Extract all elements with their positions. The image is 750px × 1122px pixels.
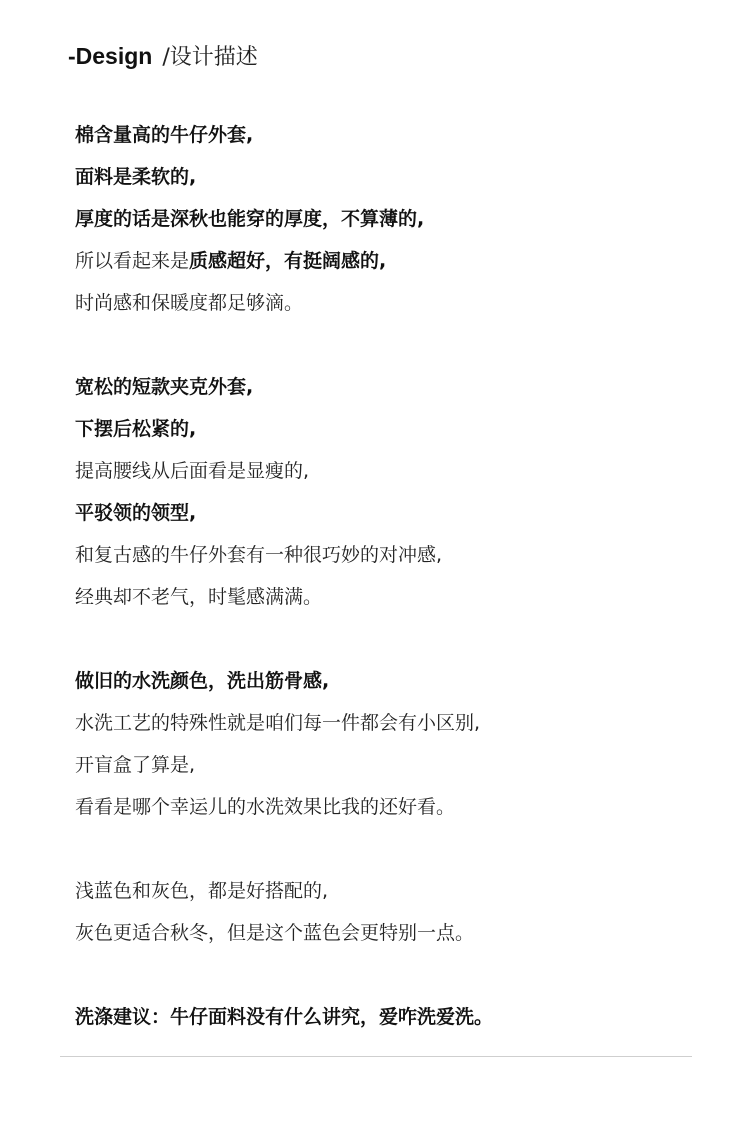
paragraph-gap	[75, 828, 715, 870]
desc-line	[75, 114, 715, 156]
section-header	[68, 40, 258, 76]
plain-text: 提高腰线从后面看是显瘦的,	[75, 460, 310, 482]
bold-text: 洗涤建议：牛仔面料没有什么讲究，爱咋洗爱洗。	[75, 1006, 494, 1028]
header-title-en: -Design	[68, 43, 153, 69]
paragraph-gap	[75, 324, 715, 366]
desc-line	[75, 786, 715, 828]
desc-line	[75, 702, 715, 744]
highlighted-text: 面料是柔软的,	[75, 156, 196, 198]
desc-line	[75, 660, 715, 702]
highlighted-text: 质感超好，有挺阔感的,	[189, 240, 386, 282]
plain-text: 所以看起来是	[75, 250, 190, 272]
plain-text: 灰色更适合秋冬，但是这个蓝色会更特别一点。	[75, 922, 475, 944]
desc-line	[75, 156, 715, 198]
desc-line	[75, 744, 715, 786]
desc-line	[75, 408, 715, 450]
desc-line	[75, 912, 715, 954]
header-title-cn: /设计描述	[162, 45, 258, 70]
highlighted-text: 做旧的水洗颜色，洗出筋骨感,	[75, 660, 329, 702]
desc-line	[75, 534, 715, 576]
highlighted-text: 厚度的话是深秋也能穿的厚度，不算薄的,	[75, 198, 424, 240]
desc-line	[75, 870, 715, 912]
highlighted-text: 宽松的短款夹克外套,	[75, 366, 253, 408]
desc-line	[75, 450, 715, 492]
divider	[60, 1056, 692, 1057]
desc-line	[75, 240, 715, 282]
plain-text: 浅蓝色和灰色，都是好搭配的,	[75, 880, 329, 902]
plain-text: 和复古感的牛仔外套有一种很巧妙的对冲感,	[75, 544, 443, 566]
plain-text: 开盲盒了算是,	[75, 754, 196, 776]
highlighted-text: 平驳领的领型,	[75, 492, 196, 534]
desc-line	[75, 366, 715, 408]
highlighted-text: 棉含量高的牛仔外套,	[75, 114, 253, 156]
desc-line	[75, 492, 715, 534]
desc-line	[75, 282, 715, 324]
design-description	[75, 114, 715, 1038]
plain-text: 看看是哪个幸运儿的水洗效果比我的还好看。	[75, 796, 456, 818]
highlighted-text: 下摆后松紧的,	[75, 408, 196, 450]
washing-advice	[75, 996, 715, 1038]
plain-text: 时尚感和保暖度都足够滴。	[75, 292, 304, 314]
plain-text: 经典却不老气，时髦感满满。	[75, 586, 323, 608]
desc-line	[75, 198, 715, 240]
paragraph-gap	[75, 954, 715, 996]
paragraph-gap	[75, 618, 715, 660]
plain-text: 水洗工艺的特殊性就是咱们每一件都会有小区别,	[75, 712, 481, 734]
desc-line	[75, 576, 715, 618]
